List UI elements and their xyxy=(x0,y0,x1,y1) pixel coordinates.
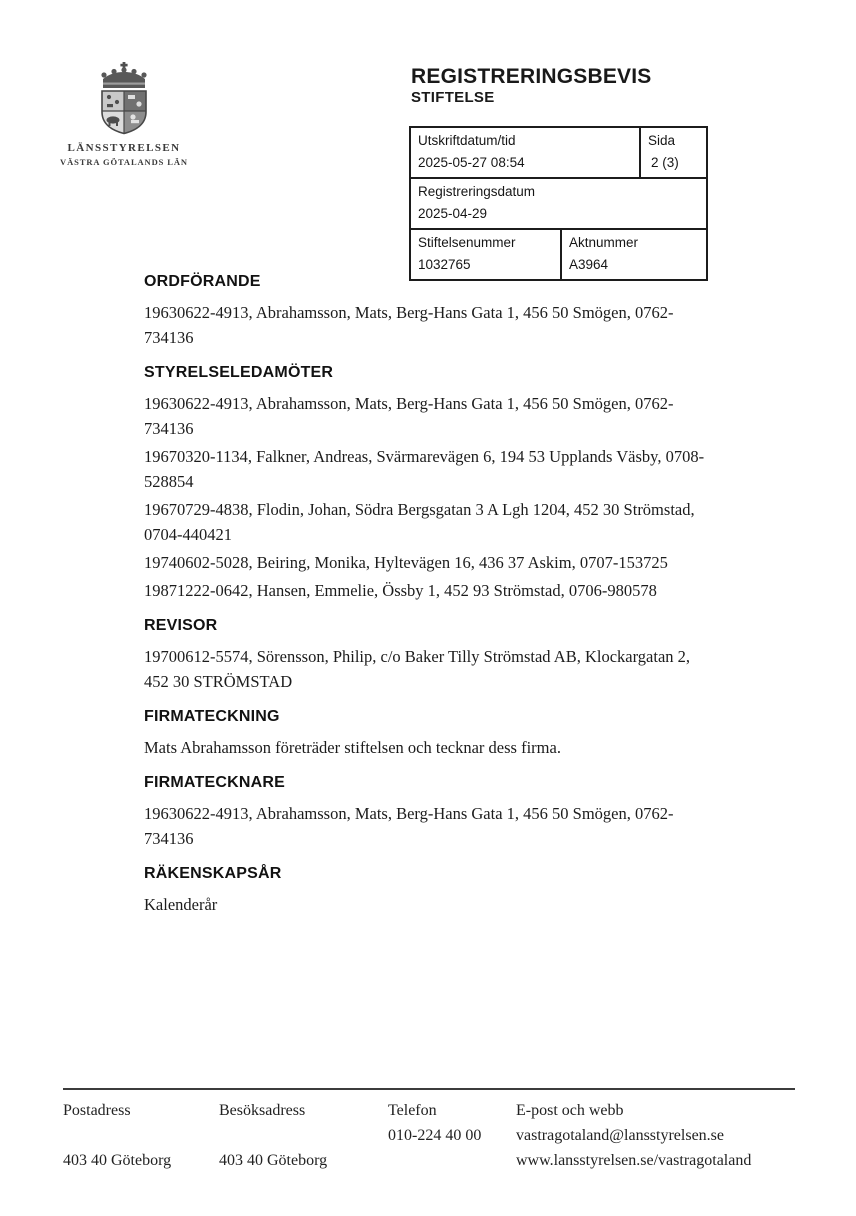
registration-date-value: 2025-04-29 xyxy=(418,206,488,221)
section-styrelseledamoter xyxy=(144,364,716,603)
visiting-address-value: 403 40 Göteborg xyxy=(219,1152,328,1169)
person-entry: 19670320-1134, Falkner, Andreas, Svärmarevägen 6, 194 53 Upplands Väsby, 0708-528854 xyxy=(144,447,705,491)
page-value: 2 (3) xyxy=(651,155,679,170)
print-date-label: Utskriftdatum/tid xyxy=(418,133,516,148)
section-heading: RÄKENSKAPSÅR xyxy=(144,865,282,882)
registration-date-label: Registreringsdatum xyxy=(418,184,536,199)
section-heading: FIRMATECKNING xyxy=(144,708,280,725)
info-row-print-page xyxy=(411,128,706,177)
spacer xyxy=(219,1123,388,1148)
registration-info-table xyxy=(409,126,708,281)
person-entry: 19630622-4913, Abrahamsson, Mats, Berg-Hans Gata 1, 456 50 Smögen, 0762-734136 xyxy=(144,303,674,347)
section-heading: FIRMATECKNARE xyxy=(144,774,285,791)
section-revisor xyxy=(144,617,716,694)
act-number-label: Aktnummer xyxy=(569,235,639,250)
agency-logo xyxy=(58,62,190,167)
print-date-value: 2025-05-27 08:54 xyxy=(418,155,525,170)
person-entry: 19700612-5574, Sörensson, Philip, c/o Baker Tilly Strömstad AB, Klockargatan 2, 452 30 STRÖMSTAD xyxy=(144,647,691,691)
coat-of-arms-icon xyxy=(95,62,153,136)
section-heading: REVISOR xyxy=(144,617,218,634)
website-value: www.lansstyrelsen.se/vastragotaland xyxy=(516,1152,752,1169)
person-entry: 19871222-0642, Hansen, Emmelie, Össby 1, 452 93 Strömstad, 0706-980578 xyxy=(144,581,657,600)
document-body xyxy=(144,259,716,920)
contact-grid xyxy=(63,1098,795,1173)
page-cell xyxy=(639,128,706,177)
phone-value: 010-224 40 00 xyxy=(388,1127,482,1144)
visiting-address-label: Besöksadress xyxy=(219,1102,306,1119)
signatory-statement: Mats Abrahamsson företräder stiftelsen och tecknar dess firma. xyxy=(144,738,561,757)
section-firmateckning xyxy=(144,708,716,760)
person-entry: 19740602-5028, Beiring, Monika, Hyltevägen 16, 436 37 Askim, 0707-153725 xyxy=(144,553,668,572)
section-rakenskapsar xyxy=(144,865,716,917)
print-date-cell xyxy=(411,128,639,177)
registration-date-cell xyxy=(411,179,706,228)
fiscal-year-value: Kalenderår xyxy=(144,895,218,914)
act-number-value: A3964 xyxy=(569,257,609,272)
email-web-label: E-post och webb xyxy=(516,1102,624,1119)
document-subtitle: STIFTELSE xyxy=(411,89,495,106)
foundation-number-label: Stiftelsenummer xyxy=(418,235,516,250)
phone-label: Telefon xyxy=(388,1102,437,1119)
agency-region: VÄSTRA GÖTALANDS LÄN xyxy=(60,157,188,167)
section-firmatecknare xyxy=(144,774,716,851)
agency-name: LÄNSSTYRELSEN xyxy=(67,142,181,154)
person-entry: 19630622-4913, Abrahamsson, Mats, Berg-Hans Gata 1, 456 50 Smögen, 0762-734136 xyxy=(144,394,674,438)
person-entry: 19630622-4913, Abrahamsson, Mats, Berg-Hans Gata 1, 456 50 Smögen, 0762-734136 xyxy=(144,804,674,848)
person-entry: 19670729-4838, Flodin, Johan, Södra Bergsgatan 3 A Lgh 1204, 452 30 Strömstad, 0704-440421 xyxy=(144,500,695,544)
spacer xyxy=(63,1123,219,1148)
document-title: REGISTRERINGSBEVIS xyxy=(411,65,652,88)
spacer xyxy=(388,1148,516,1173)
section-heading: STYRELSELEDAMÖTER xyxy=(144,364,334,381)
foundation-number-value: 1032765 xyxy=(418,257,471,272)
page-label: Sida xyxy=(648,133,676,148)
section-heading: ORDFÖRANDE xyxy=(144,273,261,290)
contact-footer xyxy=(63,1088,795,1173)
postal-address-label: Postadress xyxy=(63,1102,131,1119)
info-row-regdate xyxy=(411,177,706,228)
section-ordforande xyxy=(144,273,716,350)
title-block xyxy=(411,66,651,106)
postal-address-value: 403 40 Göteborg xyxy=(63,1152,172,1169)
email-value: vastragotaland@lansstyrelsen.se xyxy=(516,1127,725,1144)
